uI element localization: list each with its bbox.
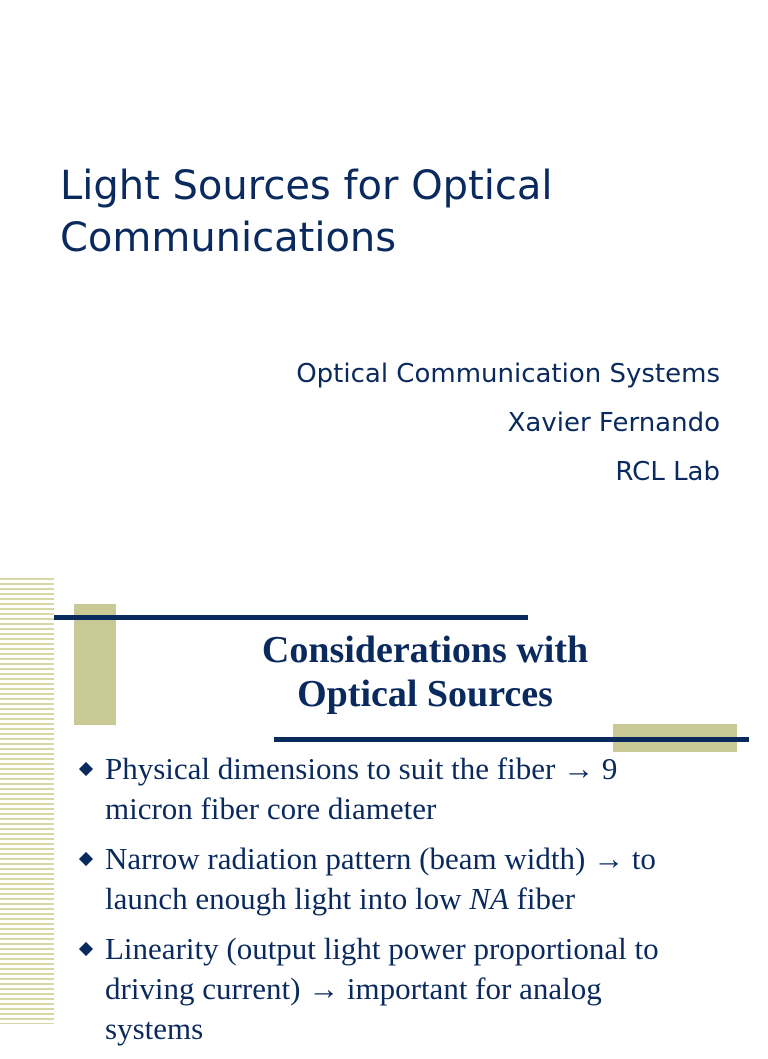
na-abbreviation: NA (469, 881, 509, 916)
bullet-text-line: systems (105, 1011, 204, 1046)
content-slide (0, 578, 768, 1046)
slide-title (190, 628, 660, 716)
diamond-bullet-icon (79, 942, 93, 956)
accent-block-left (74, 604, 116, 725)
lab-name: RCL Lab (615, 457, 720, 487)
title-rule-bottom (274, 737, 749, 742)
presentation-title-line-2: Communications (60, 215, 397, 261)
course-name: Optical Communication Systems (296, 359, 720, 389)
presentation-title-line-1: Light Sources for Optical (60, 163, 553, 209)
presentation-title (60, 160, 740, 264)
title-rule-top (54, 615, 528, 620)
bullet-text-line: Physical dimensions to suit the fiber → 9 (105, 751, 618, 786)
bullet-item-linearity (78, 929, 738, 1049)
diamond-bullet-icon (79, 762, 93, 776)
bullet-list (78, 749, 738, 1059)
diamond-bullet-icon (79, 852, 93, 866)
bullet-text-line: micron fiber core diameter (105, 791, 437, 826)
bullet-text-line: driving current) → important for analog (105, 971, 602, 1006)
bullet-text-segment: fiber (508, 881, 576, 916)
striped-margin-decoration (0, 578, 54, 1024)
slide-title-line-2: Optical Sources (297, 673, 553, 715)
bullet-item-physical-dimensions (78, 749, 738, 829)
slide-title-line-1: Considerations with (261, 629, 589, 671)
bullet-text-line: Narrow radiation pattern (beam width) → to (105, 841, 656, 876)
bullet-text-line: Linearity (output light power proportional to (105, 931, 659, 966)
bullet-text-segment: launch enough light into low (105, 881, 470, 916)
bullet-text-line (105, 879, 738, 919)
author-name: Xavier Fernando (507, 408, 720, 438)
bullet-item-radiation-pattern (78, 839, 738, 919)
